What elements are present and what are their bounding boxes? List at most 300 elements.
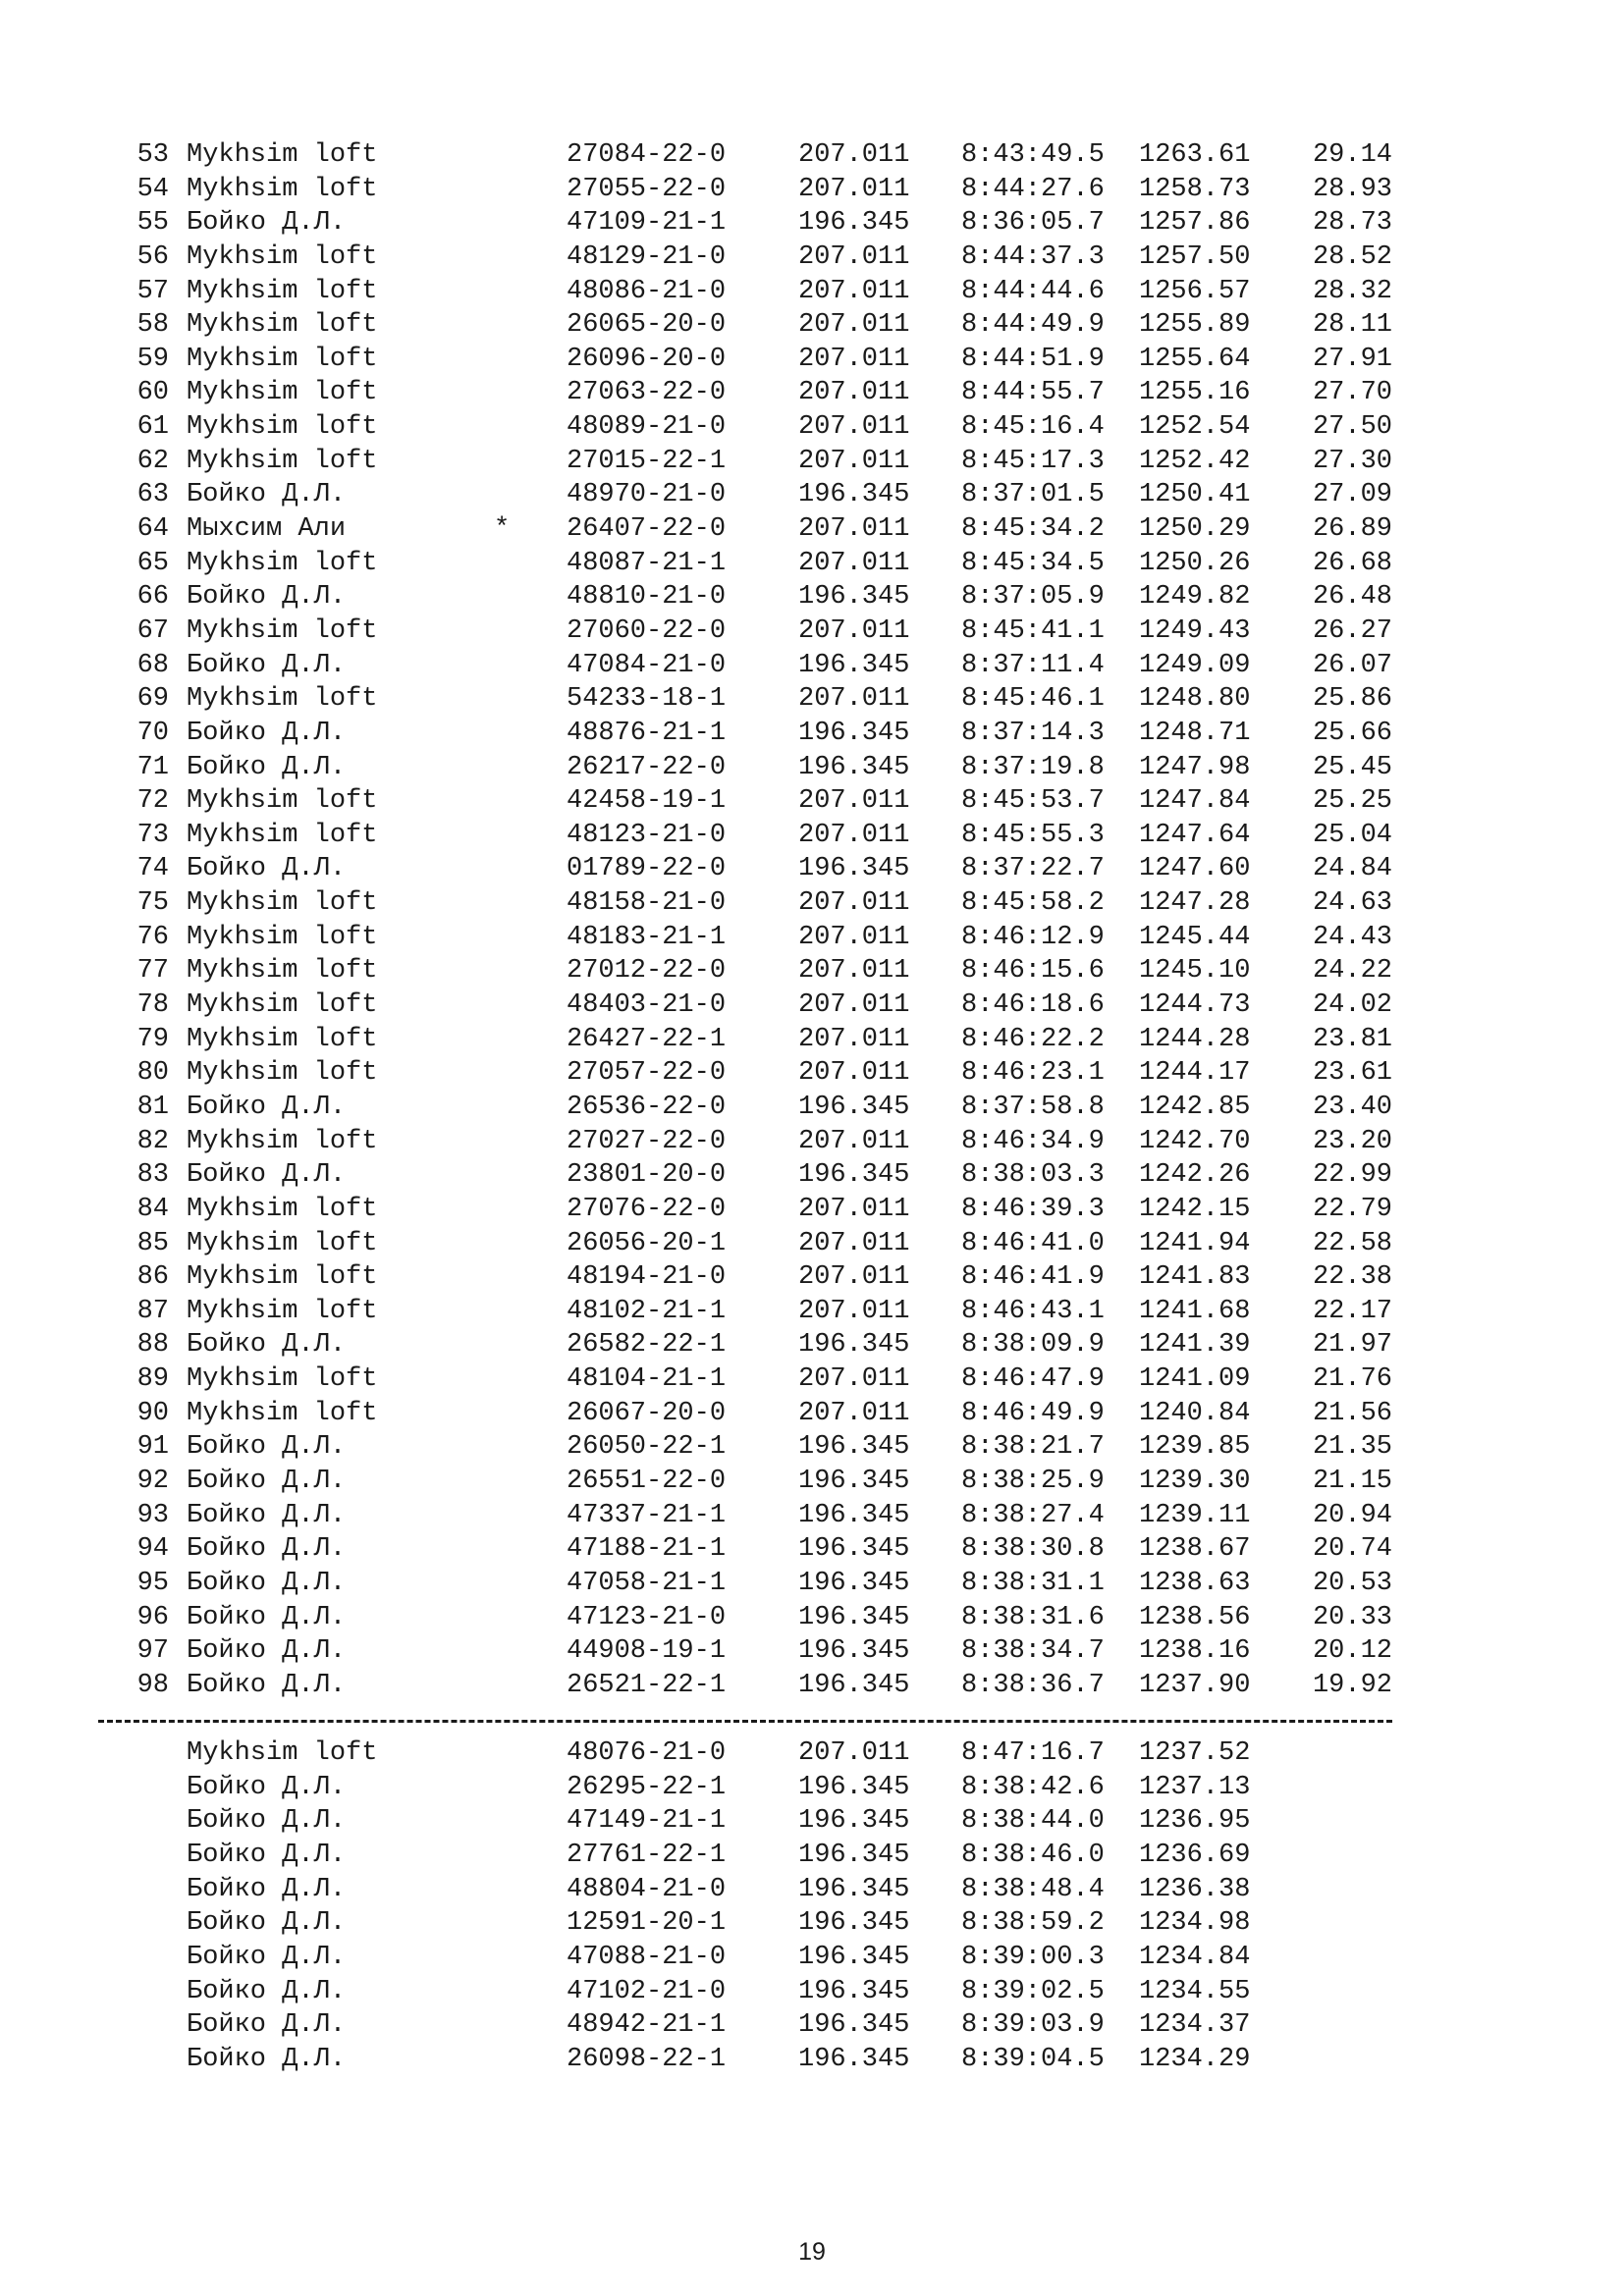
- result-ring: 48089-21-0: [567, 412, 727, 443]
- result-coef: 24.63: [1312, 888, 1392, 919]
- result-time: 8:45:46.1: [961, 684, 1105, 715]
- result-ring: 54233-18-1: [567, 684, 727, 715]
- result-dist: 196.345: [798, 854, 910, 884]
- result-coef: 22.79: [1312, 1194, 1392, 1224]
- result-speed: 1248.71: [1139, 718, 1251, 748]
- result-name: Бойко Д.Л.: [187, 480, 347, 510]
- result-ring: 26067-20-0: [567, 1398, 727, 1428]
- result-coef: 27.91: [1312, 344, 1392, 374]
- result-row: [0, 1873, 1624, 1907]
- result-coef: 22.58: [1312, 1228, 1392, 1258]
- result-row: [0, 1091, 1624, 1125]
- result-row: [0, 886, 1624, 921]
- result-name: Бойко Д.Л.: [187, 1636, 347, 1667]
- result-dist: 207.011: [798, 1194, 910, 1224]
- result-coef: 21.35: [1312, 1432, 1392, 1463]
- result-ring: 26096-20-0: [567, 344, 727, 374]
- result-speed: 1247.28: [1139, 888, 1251, 919]
- result-speed: 1250.26: [1139, 548, 1251, 578]
- result-speed: 1244.17: [1139, 1058, 1251, 1089]
- result-row: [0, 547, 1624, 581]
- result-speed: 1247.64: [1139, 820, 1251, 850]
- result-row: [0, 1499, 1624, 1533]
- result-time: 8:46:34.9: [961, 1126, 1105, 1156]
- result-dist: 196.345: [798, 1534, 910, 1565]
- result-ring: 27057-22-0: [567, 1058, 727, 1089]
- result-time: 8:39:00.3: [961, 1942, 1105, 1972]
- result-time: 8:38:30.8: [961, 1534, 1105, 1565]
- result-rank: 85: [136, 1228, 169, 1258]
- result-coef: 24.84: [1312, 854, 1392, 884]
- result-mark: *: [494, 514, 511, 545]
- result-row: [0, 1430, 1624, 1465]
- result-name: Mykhsim loft: [187, 888, 378, 919]
- result-coef: 26.89: [1312, 514, 1392, 545]
- result-speed: 1237.13: [1139, 1772, 1251, 1802]
- result-coef: 22.38: [1312, 1262, 1392, 1293]
- result-row: [0, 580, 1624, 614]
- result-name: Бойко Д.Л.: [187, 1500, 347, 1530]
- result-row: [0, 852, 1624, 886]
- result-dist: 196.345: [798, 1602, 910, 1632]
- result-dist: 207.011: [798, 684, 910, 715]
- result-time: 8:38:21.7: [961, 1432, 1105, 1463]
- result-row: [0, 1193, 1624, 1227]
- result-ring: 48942-21-1: [567, 2010, 727, 2041]
- result-row: [0, 682, 1624, 717]
- result-speed: 1247.98: [1139, 752, 1251, 782]
- result-coef: 24.02: [1312, 990, 1392, 1021]
- result-time: 8:38:09.9: [961, 1330, 1105, 1361]
- result-dist: 196.345: [798, 1942, 910, 1972]
- result-name: Бойко Д.Л.: [187, 650, 347, 680]
- result-row: [0, 2008, 1624, 2043]
- result-dist: 207.011: [798, 1262, 910, 1293]
- result-row: [0, 751, 1624, 785]
- result-ring: 26217-22-0: [567, 752, 727, 782]
- result-time: 8:46:43.1: [961, 1296, 1105, 1326]
- result-time: 8:45:16.4: [961, 412, 1105, 443]
- result-dist: 196.345: [798, 650, 910, 680]
- result-ring: 48194-21-0: [567, 1262, 727, 1293]
- result-dist: 207.011: [798, 310, 910, 341]
- result-speed: 1249.43: [1139, 615, 1251, 646]
- result-name: Бойко Д.Л.: [187, 1908, 347, 1939]
- result-ring: 48158-21-0: [567, 888, 727, 919]
- result-rank: 68: [136, 650, 169, 680]
- result-name: Бойко Д.Л.: [187, 1602, 347, 1632]
- result-ring: 27076-22-0: [567, 1194, 727, 1224]
- result-rank: 67: [136, 615, 169, 646]
- result-speed: 1234.84: [1139, 1942, 1251, 1972]
- result-name: Mykhsim loft: [187, 310, 378, 341]
- result-speed: 1236.38: [1139, 1874, 1251, 1904]
- result-dist: 196.345: [798, 1841, 910, 1871]
- result-name: Mykhsim loft: [187, 1262, 378, 1293]
- result-rank: 74: [136, 854, 169, 884]
- result-time: 8:38:59.2: [961, 1908, 1105, 1939]
- result-row: [0, 954, 1624, 988]
- result-name: Бойко Д.Л.: [187, 582, 347, 613]
- result-speed: 1242.26: [1139, 1160, 1251, 1191]
- result-row: [0, 1771, 1624, 1805]
- result-row: [0, 988, 1624, 1023]
- result-ring: 12591-20-1: [567, 1908, 727, 1939]
- result-row: [0, 819, 1624, 853]
- result-name: Mykhsim loft: [187, 174, 378, 204]
- result-dist: 207.011: [798, 615, 910, 646]
- result-rank: 90: [136, 1398, 169, 1428]
- result-coef: 26.48: [1312, 582, 1392, 613]
- result-name: Mykhsim loft: [187, 615, 378, 646]
- result-dist: 196.345: [798, 208, 910, 239]
- result-time: 8:44:49.9: [961, 310, 1105, 341]
- result-time: 8:46:41.9: [961, 1262, 1105, 1293]
- result-coef: 23.81: [1312, 1024, 1392, 1054]
- result-coef: 20.94: [1312, 1500, 1392, 1530]
- result-row: [0, 1260, 1624, 1295]
- result-speed: 1249.09: [1139, 650, 1251, 680]
- result-name: Mykhsim loft: [187, 241, 378, 272]
- result-dist: 196.345: [798, 752, 910, 782]
- result-time: 8:39:03.9: [961, 2010, 1105, 2041]
- result-name: Бойко Д.Л.: [187, 1806, 347, 1837]
- result-dist: 207.011: [798, 514, 910, 545]
- result-speed: 1242.85: [1139, 1092, 1251, 1122]
- result-ring: 48102-21-1: [567, 1296, 727, 1326]
- result-dist: 207.011: [798, 378, 910, 408]
- result-rank: 70: [136, 718, 169, 748]
- result-time: 8:44:51.9: [961, 344, 1105, 374]
- result-speed: 1241.39: [1139, 1330, 1251, 1361]
- result-row: [0, 1669, 1624, 1703]
- result-ring: 27055-22-0: [567, 174, 727, 204]
- result-speed: 1245.10: [1139, 956, 1251, 987]
- result-name: Mykhsim loft: [187, 1126, 378, 1156]
- result-time: 8:46:49.9: [961, 1398, 1105, 1428]
- result-name: Mykhsim loft: [187, 344, 378, 374]
- result-dist: 207.011: [798, 412, 910, 443]
- result-dist: 196.345: [798, 1806, 910, 1837]
- result-name: Бойко Д.Л.: [187, 1976, 347, 2006]
- result-name: Мыхсим Али: [187, 514, 347, 545]
- result-ring: 26295-22-1: [567, 1772, 727, 1802]
- result-ring: 47088-21-0: [567, 1942, 727, 1972]
- result-ring: 48076-21-0: [567, 1738, 727, 1769]
- result-row: [0, 2043, 1624, 2077]
- result-row: [0, 1465, 1624, 1499]
- result-rank: 84: [136, 1194, 169, 1224]
- result-time: 8:38:48.4: [961, 1874, 1105, 1904]
- result-dist: 207.011: [798, 1296, 910, 1326]
- result-dist: 196.345: [798, 1874, 910, 1904]
- result-dist: 207.011: [798, 1364, 910, 1395]
- result-coef: 26.68: [1312, 548, 1392, 578]
- result-rank: 96: [136, 1602, 169, 1632]
- result-row: [0, 206, 1624, 240]
- result-time: 8:38:36.7: [961, 1670, 1105, 1700]
- result-speed: 1238.56: [1139, 1602, 1251, 1632]
- page-number: 19: [798, 2238, 826, 2266]
- result-speed: 1252.42: [1139, 446, 1251, 476]
- result-row: [0, 1362, 1624, 1397]
- result-ring: 27761-22-1: [567, 1841, 727, 1871]
- result-name: Mykhsim loft: [187, 922, 378, 952]
- result-time: 8:38:46.0: [961, 1841, 1105, 1871]
- result-ring: 47188-21-1: [567, 1534, 727, 1565]
- result-ring: 44908-19-1: [567, 1636, 727, 1667]
- result-time: 8:38:44.0: [961, 1806, 1105, 1837]
- result-speed: 1255.89: [1139, 310, 1251, 341]
- result-row: [0, 1397, 1624, 1431]
- result-time: 8:46:15.6: [961, 956, 1105, 987]
- result-row: [0, 308, 1624, 343]
- result-rank: 57: [136, 276, 169, 306]
- result-row: [0, 614, 1624, 649]
- result-coef: 28.11: [1312, 310, 1392, 341]
- result-speed: 1234.55: [1139, 1976, 1251, 2006]
- result-speed: 1234.29: [1139, 2044, 1251, 2074]
- result-coef: 21.76: [1312, 1364, 1392, 1395]
- result-row: [0, 1839, 1624, 1873]
- result-rank: 61: [136, 412, 169, 443]
- result-rank: 59: [136, 344, 169, 374]
- result-speed: 1255.16: [1139, 378, 1251, 408]
- result-row: [0, 1532, 1624, 1567]
- result-name: Бойко Д.Л.: [187, 1466, 347, 1496]
- result-rank: 87: [136, 1296, 169, 1326]
- results-list: [0, 138, 1624, 2077]
- result-time: 8:39:02.5: [961, 1976, 1105, 2006]
- result-name: Бойко Д.Л.: [187, 1092, 347, 1122]
- result-speed: 1248.80: [1139, 684, 1251, 715]
- result-row: [0, 1328, 1624, 1362]
- result-name: Mykhsim loft: [187, 548, 378, 578]
- result-coef: 28.32: [1312, 276, 1392, 306]
- result-time: 8:45:17.3: [961, 446, 1105, 476]
- result-dist: 207.011: [798, 140, 910, 170]
- result-speed: 1236.69: [1139, 1841, 1251, 1871]
- result-rank: 93: [136, 1500, 169, 1530]
- result-row: [0, 1601, 1624, 1635]
- result-coef: 25.66: [1312, 718, 1392, 748]
- result-coef: 20.33: [1312, 1602, 1392, 1632]
- result-speed: 1257.50: [1139, 241, 1251, 272]
- result-coef: 25.45: [1312, 752, 1392, 782]
- result-row: [0, 1023, 1624, 1057]
- result-rank: 88: [136, 1330, 169, 1361]
- result-rank: 83: [136, 1160, 169, 1191]
- result-rank: 65: [136, 548, 169, 578]
- result-dist: 207.011: [798, 1126, 910, 1156]
- result-row: [0, 1125, 1624, 1159]
- result-rank: 53: [136, 140, 169, 170]
- result-time: 8:45:34.2: [961, 514, 1105, 545]
- result-speed: 1237.90: [1139, 1670, 1251, 1700]
- result-time: 8:38:31.1: [961, 1568, 1105, 1598]
- result-coef: 19.92: [1312, 1670, 1392, 1700]
- result-dist: 207.011: [798, 241, 910, 272]
- result-speed: 1241.94: [1139, 1228, 1251, 1258]
- result-coef: 27.30: [1312, 446, 1392, 476]
- result-speed: 1256.57: [1139, 276, 1251, 306]
- result-speed: 1234.37: [1139, 2010, 1251, 2041]
- result-ring: 26407-22-0: [567, 514, 727, 545]
- result-time: 8:45:55.3: [961, 820, 1105, 850]
- result-dist: 196.345: [798, 1432, 910, 1463]
- result-name: Бойко Д.Л.: [187, 1330, 347, 1361]
- result-dist: 207.011: [798, 820, 910, 850]
- result-speed: 1241.83: [1139, 1262, 1251, 1293]
- result-coef: 20.12: [1312, 1636, 1392, 1667]
- result-time: 8:45:34.5: [961, 548, 1105, 578]
- result-ring: 48183-21-1: [567, 922, 727, 952]
- result-name: Mykhsim loft: [187, 140, 378, 170]
- result-speed: 1234.98: [1139, 1908, 1251, 1939]
- result-row: [0, 1295, 1624, 1329]
- result-time: 8:43:49.5: [961, 140, 1105, 170]
- result-rank: 62: [136, 446, 169, 476]
- result-name: Mykhsim loft: [187, 956, 378, 987]
- result-ring: 47337-21-1: [567, 1500, 727, 1530]
- result-dist: 196.345: [798, 2044, 910, 2074]
- result-time: 8:44:44.6: [961, 276, 1105, 306]
- result-rank: 78: [136, 990, 169, 1021]
- result-dist: 196.345: [798, 1466, 910, 1496]
- result-speed: 1239.85: [1139, 1432, 1251, 1463]
- result-rank: 77: [136, 956, 169, 987]
- result-name: Mykhsim loft: [187, 786, 378, 817]
- result-ring: 26056-20-1: [567, 1228, 727, 1258]
- result-ring: 48104-21-1: [567, 1364, 727, 1395]
- result-dist: 196.345: [798, 1092, 910, 1122]
- result-coef: 22.17: [1312, 1296, 1392, 1326]
- result-ring: 27012-22-0: [567, 956, 727, 987]
- result-time: 8:37:14.3: [961, 718, 1105, 748]
- result-coef: 26.27: [1312, 615, 1392, 646]
- result-name: Бойко Д.Л.: [187, 2044, 347, 2074]
- result-name: Бойко Д.Л.: [187, 1942, 347, 1972]
- result-ring: 27060-22-0: [567, 615, 727, 646]
- result-coef: 26.07: [1312, 650, 1392, 680]
- result-coef: 27.50: [1312, 412, 1392, 443]
- result-name: Mykhsim loft: [187, 1024, 378, 1054]
- result-dist: 207.011: [798, 786, 910, 817]
- result-rank: 94: [136, 1534, 169, 1565]
- result-rank: 95: [136, 1568, 169, 1598]
- result-name: Бойко Д.Л.: [187, 1568, 347, 1598]
- result-ring: 26521-22-1: [567, 1670, 727, 1700]
- result-dist: 196.345: [798, 1568, 910, 1598]
- result-speed: 1255.64: [1139, 344, 1251, 374]
- result-ring: 48087-21-1: [567, 548, 727, 578]
- result-name: Бойко Д.Л.: [187, 1772, 347, 1802]
- result-name: Mykhsim loft: [187, 378, 378, 408]
- result-speed: 1247.84: [1139, 786, 1251, 817]
- result-speed: 1257.86: [1139, 208, 1251, 239]
- result-dist: 196.345: [798, 1670, 910, 1700]
- result-name: Mykhsim loft: [187, 1296, 378, 1326]
- result-ring: 48123-21-0: [567, 820, 727, 850]
- result-name: Mykhsim loft: [187, 820, 378, 850]
- result-name: Бойко Д.Л.: [187, 2010, 347, 2041]
- result-time: 8:36:05.7: [961, 208, 1105, 239]
- result-speed: 1240.84: [1139, 1398, 1251, 1428]
- result-rank: 54: [136, 174, 169, 204]
- result-coef: 24.22: [1312, 956, 1392, 987]
- result-dist: 207.011: [798, 990, 910, 1021]
- result-ring: 01789-22-0: [567, 854, 727, 884]
- result-time: 8:46:18.6: [961, 990, 1105, 1021]
- result-dist: 207.011: [798, 1058, 910, 1089]
- result-dist: 196.345: [798, 1636, 910, 1667]
- result-ring: 27063-22-0: [567, 378, 727, 408]
- result-name: Бойко Д.Л.: [187, 1874, 347, 1904]
- result-ring: 48804-21-0: [567, 1874, 727, 1904]
- result-coef: 27.09: [1312, 480, 1392, 510]
- result-time: 8:39:04.5: [961, 2044, 1105, 2074]
- result-ring: 48810-21-0: [567, 582, 727, 613]
- result-time: 8:38:31.6: [961, 1602, 1105, 1632]
- result-coef: 27.70: [1312, 378, 1392, 408]
- result-row: [0, 649, 1624, 683]
- result-dist: 196.345: [798, 480, 910, 510]
- result-row: [0, 717, 1624, 751]
- result-time: 8:46:39.3: [961, 1194, 1105, 1224]
- result-dist: 207.011: [798, 548, 910, 578]
- result-ring: 47102-21-0: [567, 1976, 727, 2006]
- result-row: [0, 1804, 1624, 1839]
- result-rank: 81: [136, 1092, 169, 1122]
- dashed-line: [98, 1720, 1392, 1723]
- result-speed: 1250.29: [1139, 514, 1251, 545]
- result-coef: 25.04: [1312, 820, 1392, 850]
- result-name: Mykhsim loft: [187, 1364, 378, 1395]
- result-speed: 1250.41: [1139, 480, 1251, 510]
- result-row: [0, 240, 1624, 275]
- result-time: 8:37:58.8: [961, 1092, 1105, 1122]
- result-dist: 207.011: [798, 922, 910, 952]
- result-name: Бойко Д.Л.: [187, 854, 347, 884]
- result-coef: 28.52: [1312, 241, 1392, 272]
- result-row: [0, 1634, 1624, 1669]
- result-name: Mykhsim loft: [187, 412, 378, 443]
- result-time: 8:46:12.9: [961, 922, 1105, 952]
- result-time: 8:44:55.7: [961, 378, 1105, 408]
- result-name: Mykhsim loft: [187, 1194, 378, 1224]
- result-time: 8:37:01.5: [961, 480, 1105, 510]
- result-row: [0, 478, 1624, 512]
- result-rank: 64: [136, 514, 169, 545]
- result-ring: 47058-21-1: [567, 1568, 727, 1598]
- result-rank: 76: [136, 922, 169, 952]
- result-time: 8:46:47.9: [961, 1364, 1105, 1395]
- result-name: Бойко Д.Л.: [187, 1841, 347, 1871]
- result-coef: 29.14: [1312, 140, 1392, 170]
- result-speed: 1238.67: [1139, 1534, 1251, 1565]
- result-rank: 75: [136, 888, 169, 919]
- result-coef: 23.61: [1312, 1058, 1392, 1089]
- result-name: Бойко Д.Л.: [187, 208, 347, 239]
- result-rank: 97: [136, 1636, 169, 1667]
- result-rank: 56: [136, 241, 169, 272]
- result-ring: 48403-21-0: [567, 990, 727, 1021]
- result-ring: 48876-21-1: [567, 718, 727, 748]
- result-row: [0, 410, 1624, 445]
- result-coef: 24.43: [1312, 922, 1392, 952]
- result-speed: 1249.82: [1139, 582, 1251, 613]
- result-ring: 26098-22-1: [567, 2044, 727, 2074]
